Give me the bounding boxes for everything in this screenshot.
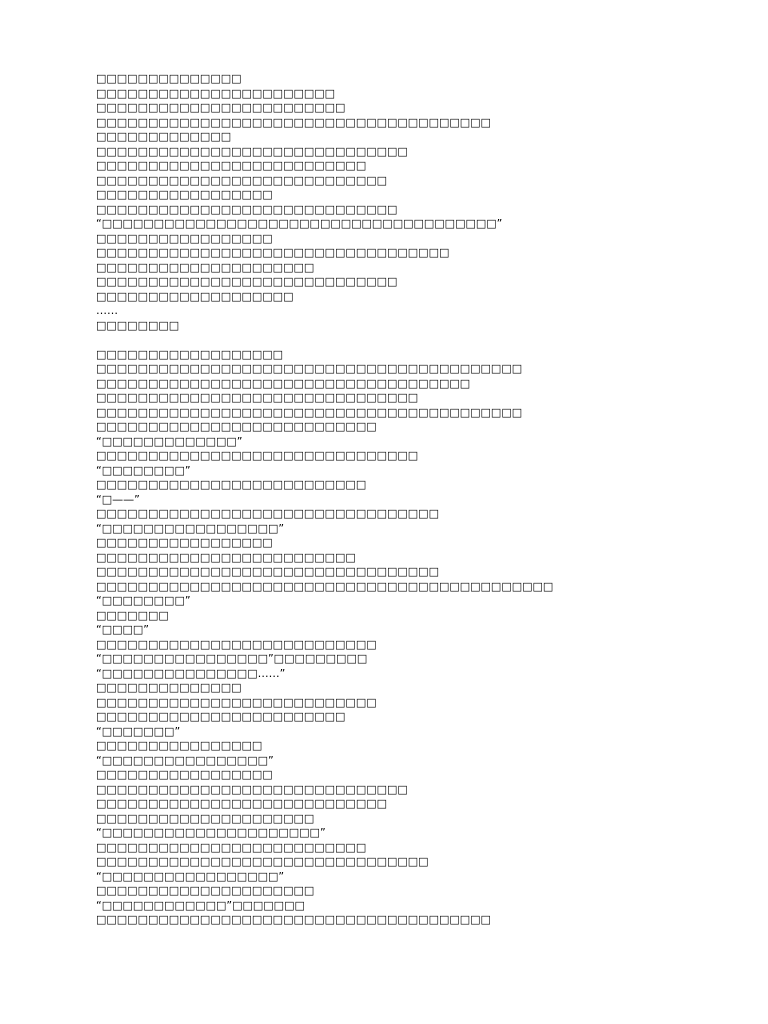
- text-line: □□□□□□□□□□□□□□□□□□□□□□□□□□□□□: [96, 202, 398, 216]
- text-line: □□□□□□□□□□□□□□□□□□□□□□□□□□□□□□□□□□□□□□: [96, 115, 491, 129]
- quoted-line: “□□□□□□□□□□□□□□□□□”: [96, 869, 285, 883]
- quoted-line: “□□□□□□□□□□□□□□□□”□□□□□□□□□: [96, 652, 368, 665]
- quoted-line: “□□□□□□□□□□□□□□□□□□□□□”: [96, 826, 326, 839]
- text-line: □□□□□□□□□□□□□□□□□□□□□□□□□□: [96, 478, 367, 491]
- text-line: □□□□□□□□□□□□□□□□□□□□□□□□□□□□□□□□□□□□: [96, 376, 471, 390]
- quoted-line: “□——”: [96, 492, 140, 506]
- text-line: □□□□□□□□□□□□□□□□□□□: [96, 289, 294, 303]
- text-line: □□□□□□□□□□□□□□□□□□□□□□□□□□□□□□□: [96, 391, 419, 404]
- text-line: □□□□□□□□□□□□□□□□□□□□□□□□□□□□□□□□□□: [96, 246, 450, 259]
- text-line: □□□□□□□□□□□□□□□□□□□□□□□□□□□□□□□□□□□□□□: [96, 913, 491, 926]
- text-line: □□□□□□□□□□□□□□: [96, 72, 242, 85]
- text-line: □□□□□□□□□□□□□□□□□: [96, 188, 273, 201]
- text-line: □□□□□□□□□□□□□□□□□□□□□: [96, 811, 315, 825]
- text-line: □□□□□□□□□□□□□□□□□□□□□: [96, 884, 315, 897]
- text-line: □□□□□□□□□□□□□□□□□□□□□: [96, 260, 315, 274]
- text-line: □□□□□□□□□□□□□□□□□□□□□□□□□□□□□□□□□: [96, 565, 439, 578]
- ellipsis-line: ……: [96, 304, 118, 317]
- quoted-line: “□□□□□□□”: [96, 724, 181, 738]
- text-line: □□□□□□□□□□□□□□□□□: [96, 231, 273, 245]
- text-block-1: [96, 72, 716, 333]
- text-line: □□□□□□□□□□□□□□□□□□□□□□□□: [96, 710, 346, 723]
- text-line: □□□□□□□□: [96, 318, 180, 332]
- text-line: □□□□□□□□□□□□□□□□□□□□□□□□□□□□: [96, 173, 388, 187]
- text-line: □□□□□□□□□□□□□□□□□□□□□□□□□□□□□□□: [96, 449, 419, 462]
- quoted-line: “□□□□□□□□”: [96, 463, 191, 477]
- quoted-line: “□□□□□□□□□□□□□”: [96, 434, 243, 448]
- quoted-line: “□□□□□□□□□□□□□□□□”: [96, 753, 274, 767]
- document-page: [96, 72, 716, 928]
- text-line: □□□□□□□□□□□□□□□□□□□□□□□□□□□□: [96, 797, 388, 810]
- text-line: □□□□□□□□□□□□□□□□□□□□□□□: [96, 86, 336, 100]
- text-line: □□□□□□□□□□□□□□□□□□□□□□□□□□: [96, 840, 367, 854]
- text-line: □□□□□□□□□□□□□□□□: [96, 739, 263, 752]
- text-line: □□□□□□□□□□□□□□□□□□: [96, 347, 284, 361]
- text-line: □□□□□□□□□□□□□: [96, 130, 232, 143]
- paragraph-gap: [96, 333, 716, 348]
- text-line: □□□□□□□□□□□□□□□□□□□□□□□□: [96, 101, 346, 114]
- text-line: □□□□□□□□□□□□□□: [96, 681, 242, 694]
- text-line: □□□□□□□□□□□□□□□□□□□□□□□□□□□□□□□□: [96, 855, 429, 868]
- quoted-line: “□□□□□□□□□□□□□□□……”: [96, 666, 286, 680]
- text-line: □□□□□□□□□□□□□□□□□□□□□□□□□: [96, 550, 356, 564]
- text-line: □□□□□□□□□□□□□□□□□□□□□□□□□□□□□□□□□□□□□□□□□□□□: [96, 579, 554, 593]
- text-line: □□□□□□□□□□□□□□□□□□□□□□□□□□□□□: [96, 275, 398, 288]
- text-line: “□□□□□□□□□□□□□□□□□□□□□□□□□□□□□□□□□□□□□□”: [96, 217, 503, 230]
- quoted-line: “□□□□”: [96, 623, 149, 636]
- text-block-2: [96, 348, 716, 928]
- text-line: □□□□□□□□□□□□□□□□□□□□□□□□□□□□□□□□□: [96, 507, 439, 520]
- text-line: □□□□□□□□□□□□□□□□□□□□□□□□□□□: [96, 420, 377, 433]
- text-line: □□□□□□□□□□□□□□□□□□□□□□□□□□□□□□: [96, 782, 408, 796]
- text-line: □□□□□□□□□□□□□□□□□: [96, 536, 273, 549]
- quoted-line: “□□□□□□□□□□□□□□□□□”: [96, 521, 285, 535]
- text-line: □□□□□□□□□□□□□□□□□: [96, 768, 273, 781]
- text-line: □□□□□□□: [96, 608, 169, 622]
- text-line: □□□□□□□□□□□□□□□□□□□□□□□□□□□□□□: [96, 144, 408, 158]
- text-line: □□□□□□□□□□□□□□□□□□□□□□□□□□□: [96, 637, 377, 651]
- text-line: □□□□□□□□□□□□□□□□□□□□□□□□□□□□□□□□□□□□□□□□□: [96, 362, 523, 375]
- text-line: □□□□□□□□□□□□□□□□□□□□□□□□□□□: [96, 695, 377, 709]
- text-line: □□□□□□□□□□□□□□□□□□□□□□□□□□: [96, 159, 367, 172]
- text-line: □□□□□□□□□□□□□□□□□□□□□□□□□□□□□□□□□□□□□□□□□: [96, 405, 523, 419]
- quoted-line: “□□□□□□□□□□□□”□□□□□□□: [96, 898, 305, 912]
- quoted-line: “□□□□□□□□”: [96, 594, 191, 607]
